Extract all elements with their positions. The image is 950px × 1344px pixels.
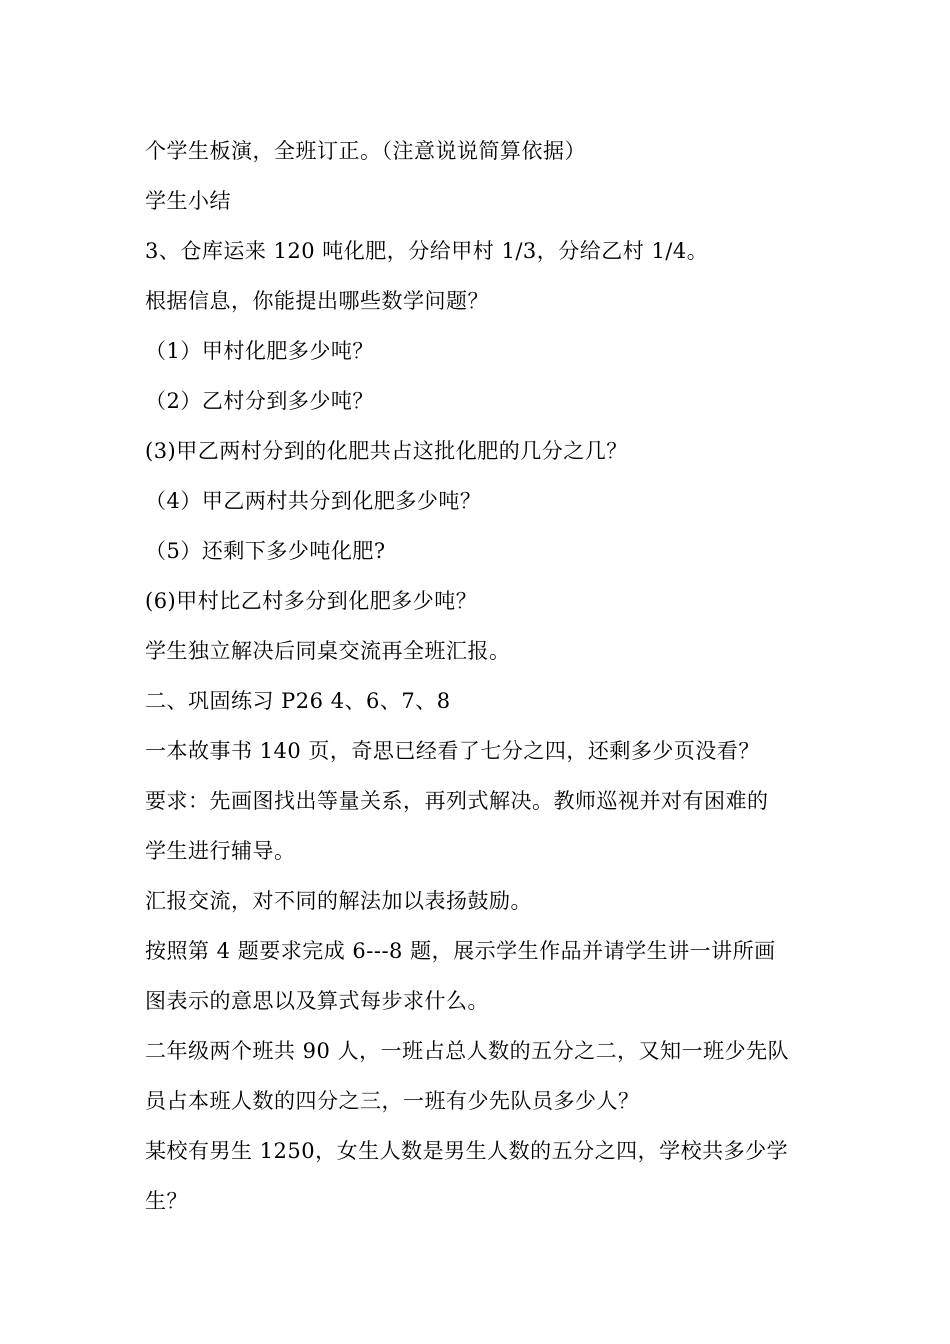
- text-line: 按照第 4 题要求完成 6---8 题，展示学生作品并请学生讲一讲所画: [145, 939, 776, 963]
- text-line: 某校有男生 1250，女生人数是男生人数的五分之四，学校共多少学: [145, 1139, 789, 1163]
- list-item: （1）甲村化肥多少吨？: [145, 339, 374, 363]
- list-item: （2）乙村分到多少吨？: [145, 389, 374, 413]
- text-line: 学生独立解决后同桌交流再全班汇报。: [145, 639, 511, 663]
- list-item: （4）甲乙两村共分到化肥多少吨？: [145, 489, 482, 513]
- text-line: 二年级两个班共 90 人，一班占总人数的五分之二，又知一班少先队: [145, 1039, 790, 1063]
- text-line: 个学生板演，全班订正。（注意说说简算依据）: [145, 139, 586, 163]
- list-item: (3)甲乙两村分到的化肥共占这批化肥的几分之几？: [145, 439, 628, 463]
- text-line: 汇报交流，对不同的解法加以表扬鼓励。: [145, 889, 532, 913]
- text-line: 3、仓库运来 120 吨化肥，分给甲村 1/3，分给乙村 1/4。: [145, 239, 709, 263]
- text-line: 学生小结: [145, 189, 231, 213]
- list-item: （5）还剩下多少吨化肥?: [145, 539, 386, 563]
- text-line: 根据信息，你能提出哪些数学问题？: [145, 289, 489, 313]
- text-line: 图表示的意思以及算式每步求什么。: [145, 989, 489, 1013]
- text-line: 学生进行辅导。: [145, 839, 296, 863]
- text-line: 员占本班人数的四分之三，一班有少先队员多少人？: [145, 1089, 640, 1113]
- text-line: 要求：先画图找出等量关系，再列式解决。教师巡视并对有困难的: [145, 789, 769, 813]
- text-line: 生？: [145, 1189, 188, 1213]
- section-heading: 二、巩固练习 P26 4、6、7、8: [145, 689, 451, 713]
- list-item: (6)甲村比乙村多分到化肥多少吨？: [145, 589, 478, 613]
- text-line: 一本故事书 140 页，奇思已经看了七分之四，还剩多少页没看？: [145, 739, 760, 763]
